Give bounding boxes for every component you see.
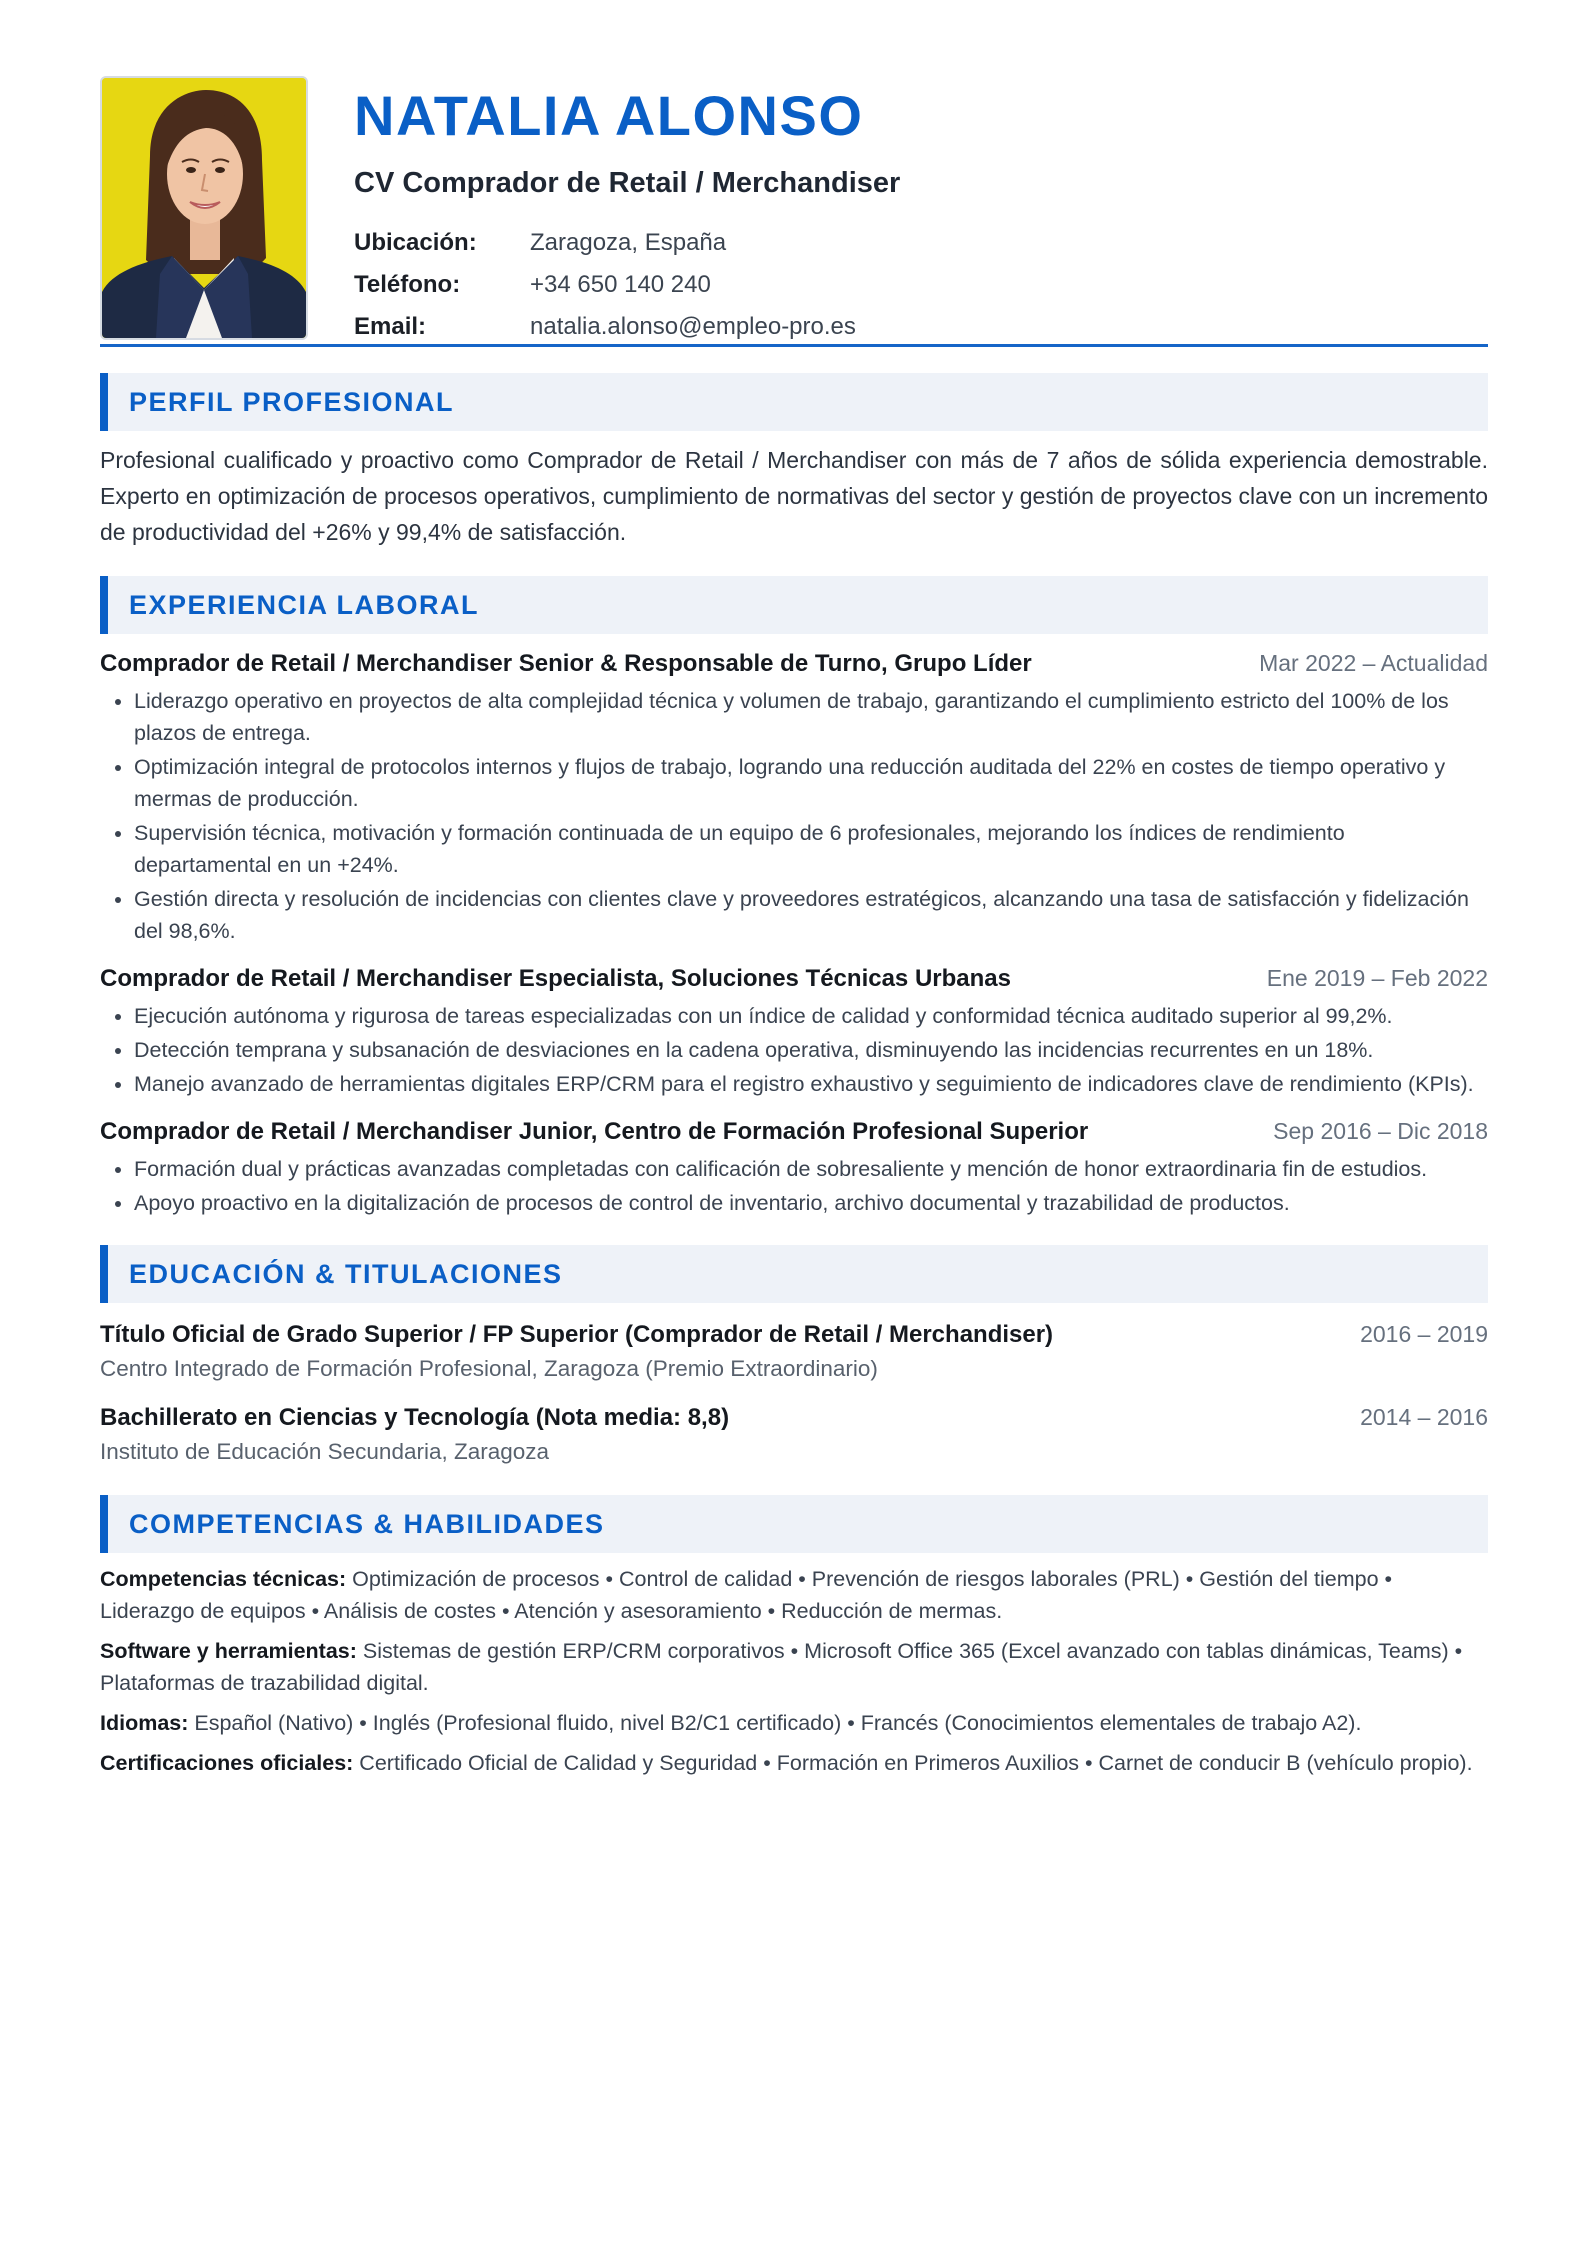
profile-photo (100, 76, 308, 340)
cv-title: CV Comprador de Retail / Merchandiser (354, 167, 901, 199)
education-institution: Centro Integrado de Formación Profesional, Zaragoza (Premio Extraordinario) (100, 1356, 878, 1381)
candidate-name: NATALIA ALONSO (354, 84, 864, 147)
skill-label: Software y herramientas: (100, 1639, 357, 1663)
contact-value: natalia.alonso@empleo-pro.es (530, 313, 856, 340)
education-institution: Instituto de Educación Secundaria, Zaragoza (100, 1439, 550, 1464)
contact-email (354, 306, 900, 348)
skill-text: Certificado Oficial de Calidad y Seguridad • Formación en Primeros Auxilios • Carnet de conducir B (vehículo propio). (353, 1751, 1473, 1775)
section-title: PERFIL PROFESIONAL (129, 386, 455, 417)
skill-text: Optimización de procesos • Control de calidad • Prevención de riesgos laborales (PRL) • Gestión del tiempo • Liderazgo de equipos • Análisis de costes • Atención y asesoramiento • Reducción de mermas. (100, 1567, 1393, 1623)
skill-label: Competencias técnicas: (100, 1567, 347, 1591)
section-title: EDUCACIÓN & TITULACIONES (129, 1258, 563, 1289)
education-entry (100, 1317, 1488, 1386)
portrait-illustration (102, 78, 306, 338)
section-header-profile (100, 373, 1488, 431)
job-date: Mar 2022 – Actualidad (1259, 650, 1488, 676)
profile-text: Profesional cualificado y proactivo como Comprador de Retail / Merchandiser con más de 7 años de sólida experiencia demostrable. Experto en optimización de procesos operativos, cumplimiento de normativas del sector y gestión de proyectos clave con un incremento de productividad del +26% y 99,4% de satisfacción. (100, 447, 1488, 545)
section-header-experience (100, 576, 1488, 634)
list-item: • Ejecución autónoma y rigurosa de tareas especializadas con un índice de calidad y conformidad técnica auditado superior al 99,2%. (134, 1000, 1488, 1032)
list-item: • Gestión directa y resolución de incidencias con clientes clave y proveedores estratégicos, alcanzando una tasa de satisfacción y fidelización del 98,6%. (134, 883, 1488, 947)
contact-value: +34 650 140 240 (530, 271, 711, 298)
education-date: 2014 – 2016 (1360, 1404, 1488, 1430)
skill-line (100, 1747, 1488, 1779)
job-bullets (100, 1153, 1488, 1219)
skill-line (100, 1707, 1488, 1739)
job-title: Comprador de Retail / Merchandiser Especialista, Soluciones Técnicas Urbanas (100, 965, 1011, 992)
skill-line (100, 1635, 1488, 1699)
list-item: • Detección temprana y subsanación de desviaciones en la cadena operativa, disminuyendo las incidencias recurrentes en un 18%. (134, 1034, 1488, 1066)
contact-label: Email: (354, 313, 427, 340)
education-date: 2016 – 2019 (1360, 1321, 1488, 1347)
contact-label: Teléfono: (354, 271, 461, 298)
job-title: Comprador de Retail / Merchandiser Senior & Responsable de Turno, Grupo Líder (100, 650, 1032, 677)
job-entry (100, 646, 1488, 947)
section-header-education (100, 1245, 1488, 1303)
section-title: COMPETENCIAS & HABILIDADES (129, 1508, 605, 1539)
contact-label: Ubicación: (354, 229, 477, 256)
job-title: Comprador de Retail / Merchandiser Junior, Centro de Formación Profesional Superior (100, 1118, 1089, 1145)
contact-location (354, 222, 900, 264)
skill-text: Sistemas de gestión ERP/CRM corporativos • Microsoft Office 365 (Excel avanzado con tablas dinámicas, Teams) • Plataformas de trazabilidad digital. (100, 1639, 1463, 1695)
education-header (100, 1400, 1488, 1435)
list-item: • Liderazgo operativo en proyectos de alta complejidad técnica y volumen de trabajo, garantizando el cumplimiento estricto del 100% de los plazos de entrega. (134, 685, 1488, 749)
education-title: Bachillerato en Ciencias y Tecnología (Nota media: 8,8) (100, 1404, 730, 1431)
resume-header (100, 76, 1488, 344)
job-entry (100, 961, 1488, 1100)
header-info (354, 76, 900, 348)
job-header (100, 1114, 1488, 1149)
job-date: Ene 2019 – Feb 2022 (1266, 965, 1488, 991)
job-bullets (100, 1000, 1488, 1100)
list-item: • Optimización integral de protocolos internos y flujos de trabajo, logrando una reducción auditada del 22% en costes de tiempo operativo y mermas de producción. (134, 751, 1488, 815)
skills-block (100, 1563, 1488, 1779)
section-title: EXPERIENCIA LABORAL (129, 589, 480, 620)
job-header (100, 961, 1488, 996)
section-header-skills (100, 1495, 1488, 1553)
contact-value: Zaragoza, España (530, 229, 727, 256)
job-bullets (100, 685, 1488, 947)
job-header (100, 646, 1488, 681)
education-title: Título Oficial de Grado Superior / FP Superior (Comprador de Retail / Merchandiser) (100, 1321, 1054, 1348)
list-item: • Supervisión técnica, motivación y formación continuada de un equipo de 6 profesionales, mejorando los índices de rendimiento departamental en un +24%. (134, 817, 1488, 881)
list-item: • Manejo avanzado de herramientas digitales ERP/CRM para el registro exhaustivo y seguimiento de indicadores clave de rendimiento (KPIs). (134, 1068, 1488, 1100)
education-header (100, 1317, 1488, 1352)
skill-label: Idiomas: (100, 1711, 189, 1735)
skill-line (100, 1563, 1488, 1627)
contact-phone (354, 264, 900, 306)
list-item: • Apoyo proactivo en la digitalización de procesos de control de inventario, archivo documental y trazabilidad de productos. (134, 1187, 1488, 1219)
skill-label: Certificaciones oficiales: (100, 1751, 354, 1775)
job-entry (100, 1114, 1488, 1219)
skill-text: Español (Nativo) • Inglés (Profesional fluido, nivel B2/C1 certificado) • Francés (Conocimientos elementales de trabajo A2). (188, 1711, 1362, 1735)
education-entry (100, 1400, 1488, 1469)
list-item: • Formación dual y prácticas avanzadas completadas con calificación de sobresaliente y mención de honor extraordinaria fin de estudios. (134, 1153, 1488, 1185)
job-date: Sep 2016 – Dic 2018 (1273, 1118, 1488, 1144)
contact-block (354, 222, 900, 348)
